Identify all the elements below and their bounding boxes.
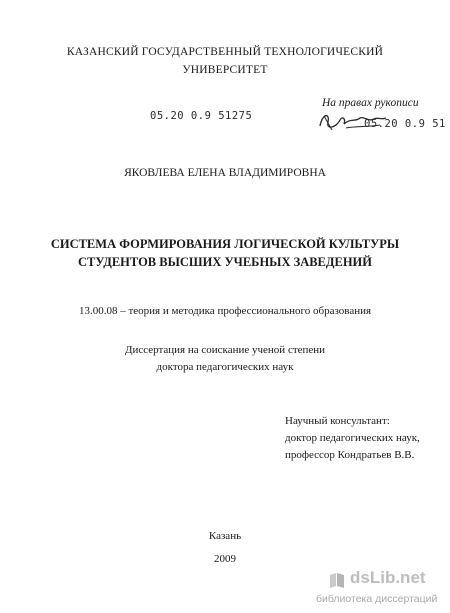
degree-line2: доктора педагогических наук xyxy=(156,361,294,373)
watermark-domain: dsLib.net xyxy=(350,568,426,587)
dissertation-title-line1: СИСТЕМА ФОРМИРОВАНИЯ ЛОГИЧЕСКОЙ КУЛЬТУРЫ xyxy=(50,237,400,251)
book-logo-icon xyxy=(328,571,346,589)
university-name-line2: УНИВЕРСИТЕТ xyxy=(182,64,268,76)
university-name-line1: КАЗАНСКИЙ ГОСУДАРСТВЕННЫЙ ТЕХНОЛОГИЧЕСКИЙ xyxy=(66,46,384,58)
degree-line1: Диссертация на соискание ученой степени xyxy=(124,344,326,356)
city: Казань xyxy=(208,530,242,542)
year: 2009 xyxy=(214,553,236,565)
watermark-caption: библиотека диссертаций xyxy=(316,593,438,605)
consultant-name: профессор Кондратьев В.В. xyxy=(285,449,415,461)
author-name: ЯКОВЛЕВА ЕЛЕНА ВЛАДИМИРОВНА xyxy=(124,167,326,179)
manuscript-rights-note: На правах рукописи xyxy=(322,97,419,109)
specialty-code: 13.00.08 – теория и методика профессионального образования xyxy=(78,305,372,317)
registration-stamp: 05.20 0.9 51275 xyxy=(150,110,253,122)
manuscript-stamp-number: 05.20 0.9 51 xyxy=(364,118,446,130)
dissertation-title-line2: СТУДЕНТОВ ВЫСШИХ УЧЕБНЫХ ЗАВЕДЕНИЙ xyxy=(77,255,373,269)
consultant-label: Научный консультант: xyxy=(285,415,390,427)
consultant-degree: доктор педагогических наук, xyxy=(285,432,420,444)
